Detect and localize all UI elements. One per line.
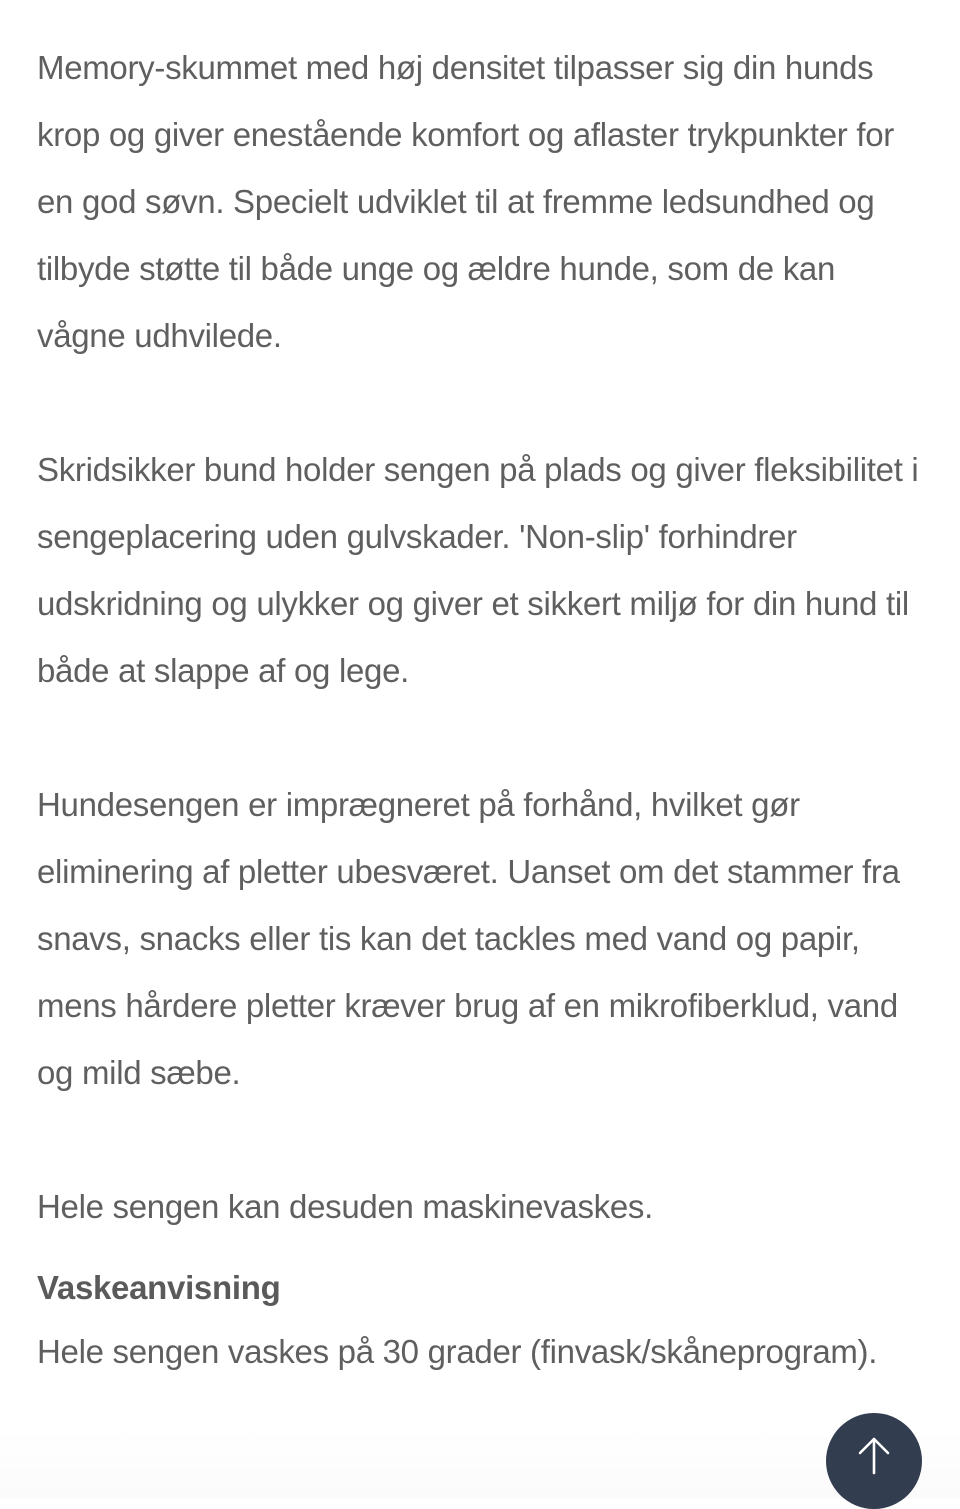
description-paragraph-foam: Memory-skummet med høj densitet tilpasser sig din hunds krop og giver enestående komfort og aflaster trykpunkter for en god søvn. Specielt udviklet til at fremme ledsundhed og tilbyde støtte til både unge og ældre hunde, som de kan vågne udhvilede. [37, 49, 894, 354]
description-paragraph-stain: Hundesengen er imprægneret på forhånd, hvilket gør eliminering af pletter ubesværet. Uanset om det stammer fra snavs, snacks eller tis kan det tackles med vand og papir, mens hårdere pletter kræver brug af en mikrofiberklud, vand og mild sæbe. [37, 786, 900, 1091]
care-instructions-text: Hele sengen vaskes på 30 grader (finvask/skåneprogram). [37, 1333, 878, 1370]
scroll-to-top-button[interactable] [826, 1413, 922, 1509]
arrow-up-icon [856, 1445, 892, 1478]
description-paragraph-washable: Hele sengen kan desuden maskinevaskes. [37, 1188, 653, 1225]
product-description [37, 34, 927, 1452]
description-paragraph-nonslip: Skridsikker bund holder sengen på plads og giver fleksibilitet i sengeplacering uden gulvskader. 'Non-slip' forhindrer udskridning og ulykker og giver et sikkert miljø for din hund til både at slappe af og lege. [37, 451, 919, 689]
care-instructions-heading: Vaskeanvisning [37, 1269, 281, 1306]
